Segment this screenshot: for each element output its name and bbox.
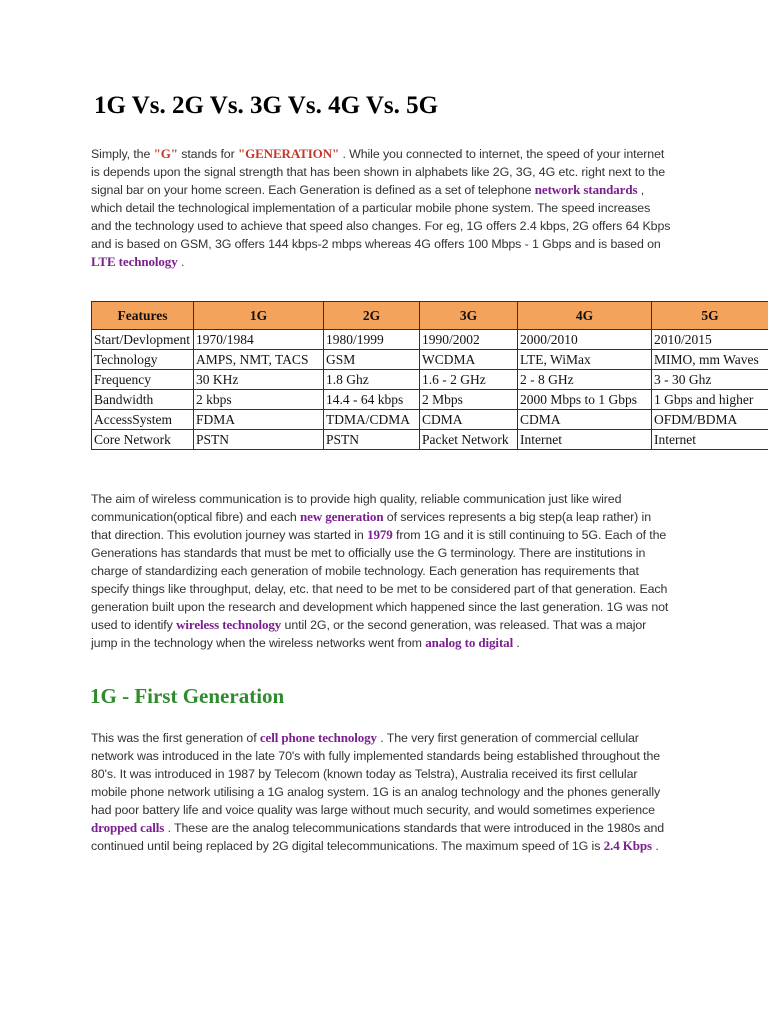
table-cell: AMPS, NMT, TACS [194, 350, 324, 370]
table-header-row [92, 302, 768, 330]
table-cell: PSTN [194, 430, 324, 450]
gen1-text-4: . [651, 839, 659, 853]
table-header-cell: 5G [652, 302, 768, 330]
table-row [92, 390, 768, 410]
max-speed-link[interactable]: 2.4 Kbps [603, 838, 652, 853]
aim-text-4: until 2G, or the second generation, was released. That was a major jump in the technology when the wireless networks went from [91, 618, 647, 650]
table-cell: PSTN [324, 430, 420, 450]
table-header-cell: Features [92, 302, 194, 330]
table-row [92, 410, 768, 430]
table-cell: Packet Network [420, 430, 518, 450]
intro-paragraph [91, 145, 671, 271]
table-cell: 30 KHz [194, 370, 324, 390]
intro-text-5: . [177, 255, 185, 269]
wireless-technology-link[interactable]: wireless technology [176, 617, 282, 632]
table-cell: 2 Mbps [420, 390, 518, 410]
gen1-text-2: . The very first generation of commercial cellular network was introduced in the late 70's with fully implemented standards being established throughout the 80's. It was introduced in 1987 by Telecom (known today as Telstra), Australia received its first cellular mobile phone network utilising a 1G analog system. 1G is an analog technology and the phones generally had poor battery life and voice quality was large without much security, and would sometimes experience [91, 731, 661, 817]
g-keyword: "G" [153, 146, 178, 161]
table-cell: WCDMA [420, 350, 518, 370]
gen1-text-3: . These are the analog telecommunications standards that were introduced in the 1980s and continued until being replaced by 2G digital telecommunications. The maximum speed of 1G is [91, 821, 665, 853]
table-row [92, 350, 768, 370]
aim-text-3: from 1G and it is still continuing to 5G. Each of the Generations has standards that must be met to officially use the G terminology. There are institutions in charge of standardizing each generation of mobile technology. Each generation has requirements that specify things like throughput, delay, etc. that need to be met to be considered part of that generation. Each generation built upon the research and development which happened since the last generation. 1G was not used to identify [91, 528, 669, 632]
table-cell: 14.4 - 64 kbps [324, 390, 420, 410]
table-cell: 1990/2002 [420, 330, 518, 350]
table-cell: 2 - 8 GHz [518, 370, 652, 390]
table-cell: 1980/1999 [324, 330, 420, 350]
table-cell: 3 - 30 Ghz [652, 370, 768, 390]
table-cell: 2 kbps [194, 390, 324, 410]
table-row [92, 330, 768, 350]
table-cell: Core Network [92, 430, 194, 450]
year-1979-link[interactable]: 1979 [367, 527, 393, 542]
table-cell: CDMA [420, 410, 518, 430]
table-header-cell: 3G [420, 302, 518, 330]
table-cell: 1 Gbps and higher [652, 390, 768, 410]
table-cell: 1970/1984 [194, 330, 324, 350]
table-row [92, 370, 768, 390]
aim-text-1: The aim of wireless communication is to provide high quality, reliable communication just like wired communication(optical fibre) and each [91, 492, 622, 524]
table-cell: LTE, WiMax [518, 350, 652, 370]
table-header-cell: 2G [324, 302, 420, 330]
table-cell: Bandwidth [92, 390, 194, 410]
page-title: 1G Vs. 2G Vs. 3G Vs. 4G Vs. 5G [94, 92, 439, 119]
generation-keyword: "GENERATION" [237, 146, 340, 161]
network-standards-link[interactable]: network standards [534, 182, 638, 197]
dropped-calls-link[interactable]: dropped calls [91, 820, 165, 835]
table-row [92, 430, 768, 450]
table-cell: 2000/2010 [518, 330, 652, 350]
aim-text-2: of services represents a big step(a leap rather) in that direction. This evolution journey was started in [91, 510, 651, 542]
section-heading-1g: 1G - First Generation [90, 684, 285, 708]
table-header-cell: 1G [194, 302, 324, 330]
aim-text-5: . [513, 636, 520, 650]
aim-paragraph [91, 490, 671, 652]
table-cell: Frequency [92, 370, 194, 390]
table-cell: 2010/2015 [652, 330, 768, 350]
intro-text-3: . While you connected to internet, the speed of your internet is depends upon the signal strength that has been shown in alphabets like 2G, 3G, 4G etc. right next to the signal bar on your home screen. Each Generation is defined as a set of telephone [91, 147, 666, 197]
table-cell: TDMA/CDMA [324, 410, 420, 430]
intro-text-4: , which detail the technological implementation of a particular mobile phone system. The speed increases and the technology used to achieve that speed also changes. For eg, 1G offers 2.4 kbps, 2G offers 64 Kbps and is based on GSM, 3G offers 144 kbps-2 mbps whereas 4G offers 100 Mbps - 1 Gbps and is based on [91, 183, 671, 251]
first-generation-paragraph [91, 729, 671, 855]
table-cell: FDMA [194, 410, 324, 430]
table-cell: CDMA [518, 410, 652, 430]
table-cell: 1.6 - 2 GHz [420, 370, 518, 390]
intro-text-2: stands for [177, 147, 238, 161]
table-cell: AccessSystem [92, 410, 194, 430]
table-cell: Internet [652, 430, 768, 450]
lte-technology-link[interactable]: LTE technology [91, 254, 178, 269]
table-cell: 1.8 Ghz [324, 370, 420, 390]
new-generation-link[interactable]: new generation [300, 509, 384, 524]
table-cell: Start/Devlopment [92, 330, 194, 350]
table-cell: MIMO, mm Waves [652, 350, 768, 370]
table-cell: Internet [518, 430, 652, 450]
table-cell: 2000 Mbps to 1 Gbps [518, 390, 652, 410]
table-cell: Technology [92, 350, 194, 370]
analog-to-digital-link[interactable]: analog to digital [425, 635, 514, 650]
cell-phone-technology-link[interactable]: cell phone technology [259, 730, 377, 745]
gen1-text-1: This was the first generation of [91, 731, 260, 745]
table-cell: OFDM/BDMA [652, 410, 768, 430]
table-header-cell: 4G [518, 302, 652, 330]
table-cell: GSM [324, 350, 420, 370]
intro-text-1: Simply, the [91, 147, 154, 161]
generation-comparison-table [91, 301, 768, 450]
